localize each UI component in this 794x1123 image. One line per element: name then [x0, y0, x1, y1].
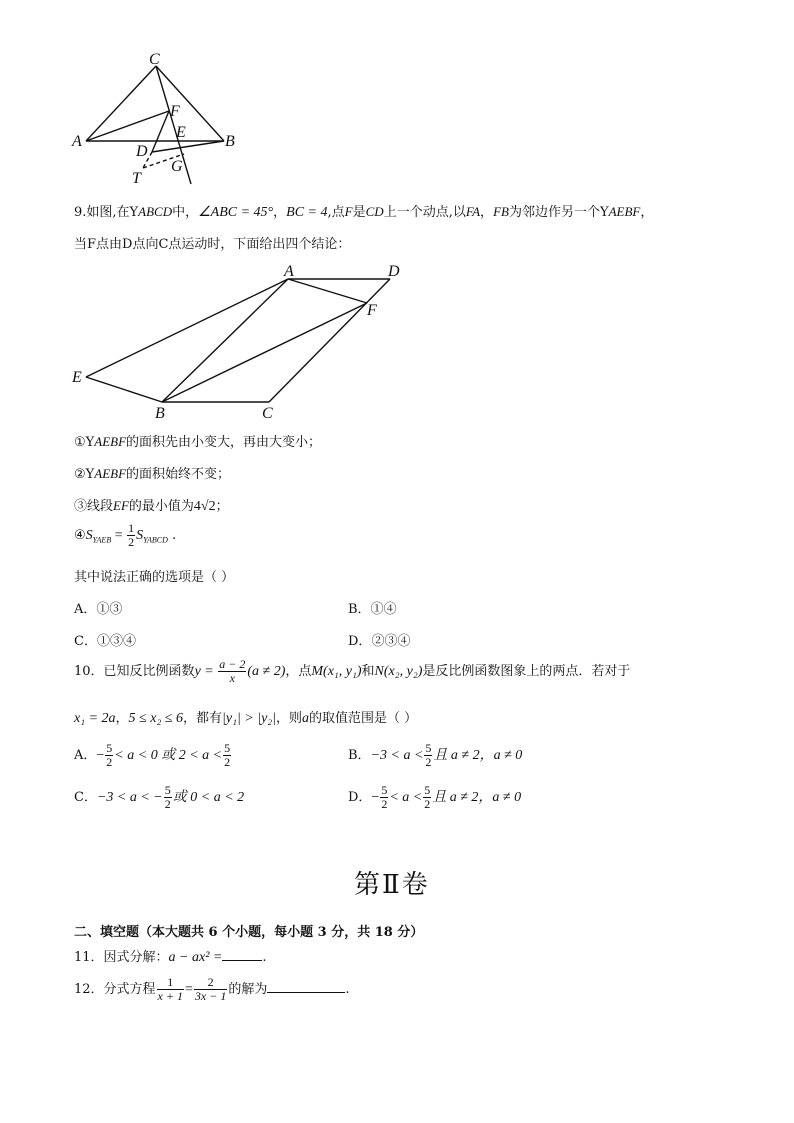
denominator: 2 — [381, 797, 388, 811]
option-value: ①③④ — [96, 634, 136, 649]
q10-text: ，都有 — [183, 711, 223, 726]
circled-4: ④ — [74, 528, 86, 543]
label-C: C — [149, 52, 160, 68]
answer-blank[interactable] — [222, 948, 262, 961]
answer-blank[interactable] — [267, 980, 345, 993]
q9-f: F — [344, 204, 353, 219]
fraction — [424, 742, 432, 769]
q9-fa: FA — [465, 204, 481, 219]
q9-text: ， — [640, 205, 654, 220]
fraction-left — [157, 976, 184, 1003]
point-m: M(x₁, y₁) — [311, 664, 362, 679]
statement-text: 的面积始终不变； — [126, 467, 231, 482]
segment-CB — [156, 66, 224, 141]
y-equals: y = — [194, 664, 218, 679]
option-value: ②③④ — [371, 634, 411, 649]
q9-text: ,点 — [327, 205, 345, 220]
denominator: 2 — [164, 797, 171, 811]
option-text: 且 a ≠ 2，a ≠ 0 — [433, 748, 523, 763]
q12-text: 的解为 — [228, 982, 268, 997]
figure-parallelogram-diagram — [64, 262, 414, 422]
q9-abcd: ABCD — [138, 204, 173, 219]
q9-option-a[interactable] — [74, 598, 122, 617]
s-symbol: S — [85, 528, 93, 543]
numerator: 5 — [164, 783, 171, 797]
segment-AF — [86, 111, 169, 141]
q10-option-a[interactable] — [74, 740, 232, 772]
option-text: 且 a ≠ 2，a ≠ 0 — [432, 790, 522, 805]
q9-text: 为邻边作另一个 — [508, 205, 600, 220]
segment-CA — [86, 66, 156, 141]
option-label: C． — [74, 790, 97, 805]
option-text: < a < — [389, 790, 423, 805]
label-C: C — [262, 405, 273, 422]
numerator: 2 — [194, 976, 227, 990]
statement-text: 的最小值为 — [128, 499, 194, 514]
q10-text: ，则 — [276, 711, 303, 726]
q10-line2 — [74, 707, 417, 727]
statement-2 — [74, 463, 230, 482]
option-label: C． — [74, 634, 97, 649]
q9-text: ， — [480, 205, 494, 220]
circled-1: ① — [74, 435, 86, 450]
segment-AE — [86, 279, 288, 377]
option-label: D． — [348, 790, 372, 805]
segment-AB — [162, 279, 288, 402]
period: . — [262, 950, 267, 965]
subscript-aeb: YAEB — [92, 535, 112, 545]
fraction — [223, 742, 231, 769]
q11 — [74, 946, 267, 966]
q10-text: 的取值范围是（ ） — [309, 711, 418, 726]
q9-cd: CD — [365, 204, 384, 219]
q9-text: 上一个动点,以 — [383, 205, 466, 220]
numerator: 1 — [128, 521, 135, 535]
minus: − — [96, 748, 105, 763]
q9-text: 中， — [172, 205, 199, 220]
option-text: −3 < a < − — [96, 790, 163, 805]
parallelogram-symbol: Y — [129, 205, 139, 220]
label-G: G — [171, 158, 183, 175]
fraction — [164, 784, 172, 811]
label-F: F — [367, 302, 377, 319]
s-symbol: S — [136, 528, 144, 543]
label-F: F — [170, 103, 180, 120]
q9-aebf: AEBF — [608, 204, 641, 219]
numerator: 5 — [224, 741, 231, 755]
point-n: N(x₂, y₂) — [374, 664, 423, 679]
q9-option-d[interactable] — [348, 630, 410, 649]
segment-DB — [152, 141, 224, 152]
q11-expression: a − ax² = — [168, 950, 223, 965]
q9-line2: 当F点由D点向C点运动时，下面给出四个结论： — [74, 237, 351, 252]
denominator: x — [229, 671, 235, 685]
fraction-right — [194, 976, 227, 1003]
segment-AF — [288, 279, 367, 303]
numerator: a − 2 — [219, 657, 246, 671]
minus: − — [371, 790, 380, 805]
option-label: A． — [74, 748, 97, 763]
fraction — [380, 784, 388, 811]
denominator: 3x − 1 — [194, 989, 227, 1003]
label-A: A — [72, 133, 82, 150]
q10-text: ， — [115, 711, 129, 726]
period: . — [167, 528, 177, 543]
statement-text: ； — [215, 499, 229, 514]
statement-text: 的面积先由小变大，再由大变小； — [126, 435, 322, 450]
segment-EB — [86, 377, 162, 402]
subscript-abcd: YABCD — [143, 535, 168, 545]
segment-DC — [269, 279, 390, 402]
q10-option-c[interactable] — [74, 782, 244, 814]
q12-text: 12．分式方程 — [74, 982, 156, 997]
statement-3 — [74, 495, 229, 515]
function-fraction — [218, 658, 246, 685]
q10-text: 是反比例函数图象上的两点．若对于 — [422, 664, 631, 679]
fraction — [423, 784, 431, 811]
parallelogram-symbol: Y — [85, 467, 95, 482]
ef: EF — [113, 498, 129, 513]
label-E: E — [72, 369, 82, 386]
aebf: AEBF — [94, 466, 127, 481]
q12 — [74, 970, 349, 1010]
q10-text: 和 — [361, 664, 375, 679]
numerator: 5 — [424, 783, 431, 797]
numerator: 5 — [106, 741, 113, 755]
circled-2: ② — [74, 467, 86, 482]
denominator: x + 1 — [157, 989, 183, 1003]
q9-option-b[interactable] — [348, 598, 397, 617]
q9-angle: ∠ABC = 45° — [198, 205, 274, 220]
q9-ask: 其中说法正确的选项是（ ） — [74, 570, 235, 585]
segment-BF — [162, 303, 367, 402]
a-var: a — [302, 711, 310, 726]
q9-text: 是 — [352, 205, 366, 220]
option-label: B． — [348, 748, 371, 763]
label-D: D — [388, 263, 400, 280]
q11-text: 11．因式分解： — [74, 950, 169, 965]
denominator: 2 — [224, 755, 231, 769]
label-B: B — [155, 405, 165, 422]
denominator: 2 — [106, 755, 113, 769]
q9-text: 如图,在 — [86, 205, 130, 220]
q10-text: ，点 — [285, 664, 312, 679]
q9-fb: FB — [493, 204, 509, 219]
q9-option-c[interactable] — [74, 630, 136, 649]
fraction — [105, 742, 113, 769]
option-text: −3 < a < — [370, 748, 424, 763]
label-T: T — [132, 170, 141, 187]
denominator: 2 — [424, 797, 431, 811]
aebf: AEBF — [94, 434, 127, 449]
label-E: E — [176, 124, 186, 141]
statement-1 — [74, 431, 321, 450]
label-A: A — [284, 263, 294, 280]
option-label: B． — [348, 602, 371, 617]
figure-triangle-diagram — [64, 52, 254, 192]
option-label: D． — [348, 634, 372, 649]
q9-line1 — [74, 201, 653, 221]
q9-text: ， — [273, 205, 287, 220]
q10-option-d[interactable] — [348, 782, 521, 814]
option-text: 或 0 < a < 2 — [172, 790, 245, 805]
period: . — [345, 982, 350, 997]
q10-line1 — [74, 656, 630, 688]
q10-text: 已知反比例函数 — [103, 664, 195, 679]
numerator: 5 — [425, 741, 432, 755]
q10-option-b[interactable] — [348, 740, 522, 772]
denominator: 2 — [128, 535, 135, 549]
value-4root2: 4√2 — [193, 499, 216, 514]
parallelogram-symbol: Y — [599, 205, 609, 220]
option-value: ①③ — [96, 602, 123, 617]
x2-range: 5 ≤ x₂ ≤ 6 — [128, 711, 183, 726]
denominator: 2 — [425, 755, 432, 769]
label-D: D — [136, 143, 148, 160]
section-heading: 二、填空题（本大题共 6 个小题，每小题 3 分，共 18 分） — [74, 925, 424, 940]
fraction-half — [127, 522, 135, 549]
abs-inequality: |y₁| > |y₂| — [222, 711, 277, 726]
option-label: A． — [74, 602, 97, 617]
numerator: 5 — [381, 783, 388, 797]
condition: (a ≠ 2) — [247, 664, 286, 679]
part2-title: 第Ⅱ卷 — [354, 870, 430, 900]
numerator: 1 — [157, 976, 184, 990]
label-B: B — [225, 133, 235, 150]
segment-FD — [152, 111, 169, 152]
q10-number: 10． — [74, 664, 104, 679]
q9-number: 9. — [74, 205, 87, 220]
q9-bc: BC = 4 — [286, 205, 328, 220]
parallelogram-symbol: Y — [85, 435, 95, 450]
option-text: < a < 0 或 2 < a < — [114, 748, 223, 763]
x1-eq: x₁ = 2a — [74, 711, 116, 726]
option-value: ①④ — [370, 602, 397, 617]
statement-4 — [74, 522, 176, 549]
equals: = — [111, 528, 127, 543]
equals: = — [184, 982, 193, 997]
statement-text: ③线段 — [74, 499, 114, 514]
